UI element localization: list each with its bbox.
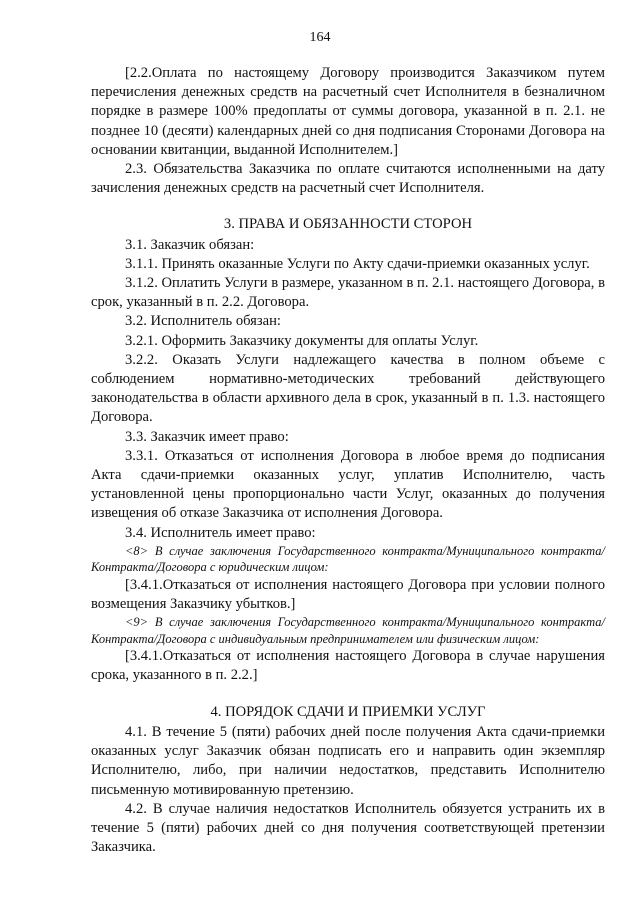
paragraph-3-4-1-legal-entity: [3.4.1.Отказаться от исполнения настоящего Договора при условии полного возмещения Заказчику убытков.] [91,576,605,613]
paragraph-3-3-1: 3.3.1. Отказаться от исполнения Договора в любое время до подписания Акта сдачи-приемки оказанных услуг, уплатив Исполнителю, часть установленной цены пропорционально части Услуг, оказанных до получения извещения об отказе Заказчика от исполнения Договора. [91,447,605,522]
footnote-8: <8> В случае заключения Государственного контракта/Муниципального контракта/Контракта/Договора с юридическим лицом: [91,543,605,575]
paragraph-3-4-1-individual: [3.4.1.Отказаться от исполнения настоящего Договора в случае нарушения срока, указанного в п. 2.2.] [91,648,605,684]
footnote-9: <9> В случае заключения Государственного контракта/Муниципального контракта/Контракта/Договора с индивидуальным предпринимателем или физическим лицом: [91,615,605,646]
paragraph-3-2-1: 3.2.1. Оформить Заказчику документы для оплаты Услуг. [125,332,479,349]
paragraph-2-3: 2.3. Обязательства Заказчика по оплате считаются исполненными на дату зачисления денежных средств на расчетный счет Исполнителя. [91,161,605,197]
paragraph-3-2-2: 3.2.2. Оказать Услуги надлежащего качества в полном объеме с соблюдением нормативно-методических требований действующего законодательства в области архивного дела в срок, указанный в п. 1.3. настоящего Договора. [91,351,605,426]
paragraph-3-1-2: 3.1.2. Оплатить Услуги в размере, указанном в п. 2.1. настоящего Договора, в срок, указанный в п. 2.2. Договора. [91,275,605,311]
paragraph-3-1: 3.1. Заказчик обязан: [125,236,255,253]
paragraph-2-2: [2.2.Оплата по настоящему Договору производится Заказчиком путем перечисления денежных средств на расчетный счет Исполнителя в безналичном порядке в размере 100% предоплаты от суммы договора, указанной в п. 2.1. не позднее 10 (десяти) календарных дней со дня подписания Сторонами Договора на основании квитанции, выданной Исполнителем.] [91,65,605,158]
paragraph-3-2: 3.2. Исполнитель обязан: [125,313,281,330]
paragraph-3-4: 3.4. Исполнитель имеет право: [125,524,316,541]
page-number: 164 [309,30,331,45]
section-4-heading: 4. ПОРЯДОК СДАЧИ И ПРИЕМКИ УСЛУГ [210,703,486,720]
paragraph-4-1: 4.1. В течение 5 (пяти) рабочих дней после получения Акта сдачи-приемки оказанных услуг Заказчик обязан подписать его и направить один экземпляр Исполнителю, либо, при наличии недостатков, представить Исполнителю письменную мотивированную претензию. [91,723,605,798]
paragraph-3-3: 3.3. Заказчик имеет право: [125,428,289,445]
paragraph-3-1-1: 3.1.1. Принять оказанные Услуги по Акту сдачи-приемки оказанных услуг. [125,255,590,272]
document-body [91,64,605,857]
section-3-heading: 3. ПРАВА И ОБЯЗАННОСТИ СТОРОН [223,216,473,233]
paragraph-4-2: 4.2. В случае наличия недостатков Исполнитель обязуется устранить их в течение 5 (пяти) рабочих дней со дня получения соответствующей претензии Заказчика. [91,800,605,856]
